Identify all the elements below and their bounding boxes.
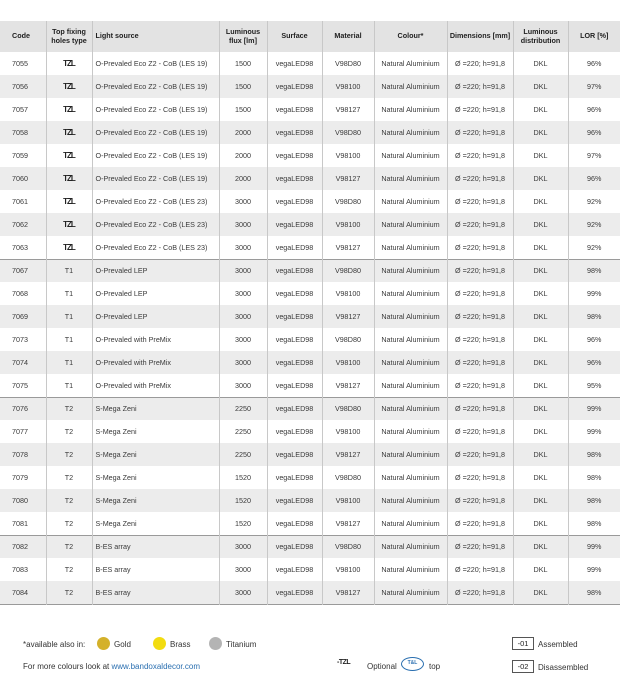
cell-lor: 99%: [568, 282, 620, 305]
footer: [0, 630, 620, 690]
cell-material: V98127: [322, 512, 374, 535]
cell-material: V98127: [322, 305, 374, 328]
cell-dimensions: Ø =220; h=91,8: [447, 558, 513, 581]
cell-surface: vegaLED98: [267, 466, 322, 489]
cell-luminous-distribution: DKL: [513, 351, 568, 374]
cell-luminous-flux: 3000: [219, 282, 267, 305]
brass-swatch: [153, 637, 166, 650]
brass-label: Brass: [170, 640, 191, 649]
cell-dimensions: Ø =220; h=91,8: [447, 305, 513, 328]
cell-surface: vegaLED98: [267, 374, 322, 397]
cell-colour: Natural Aluminium: [374, 144, 447, 167]
table-row: [0, 420, 620, 443]
cell-code: 7057: [12, 105, 28, 114]
cell-dimensions: Ø =220; h=91,8: [447, 75, 513, 98]
cell-material: V98100: [322, 351, 374, 374]
cell-dimensions: Ø =220; h=91,8: [447, 351, 513, 374]
cell-colour: Natural Aluminium: [374, 420, 447, 443]
table-row: [0, 374, 620, 397]
table-row: [0, 512, 620, 535]
cell-code: 7069: [0, 305, 46, 328]
cell-material: V98100: [322, 489, 374, 512]
website-link[interactable]: www.bandoxaldecor.com: [111, 662, 200, 671]
cell-surface: vegaLED98: [267, 167, 322, 190]
table-row: [0, 52, 620, 75]
cell-material: V98D80: [322, 328, 374, 351]
cell-luminous-flux: 1500: [219, 52, 267, 75]
cell-lor: 99%: [568, 420, 620, 443]
table-row: [0, 535, 620, 558]
cell-lor: 96%: [568, 52, 620, 75]
cell-fixing-holes: T2: [46, 420, 92, 443]
cell-fixing-holes: TZL: [46, 52, 92, 75]
more-colours-text: [23, 662, 200, 671]
cell-luminous-flux: 3000: [219, 236, 267, 259]
cell-surface: vegaLED98: [267, 144, 322, 167]
cell-surface: vegaLED98: [267, 259, 322, 282]
cell-luminous-distribution: DKL: [513, 581, 568, 604]
cell-material: V98D80: [322, 190, 374, 213]
table-row: [0, 466, 620, 489]
cell-luminous-flux: 2250: [219, 443, 267, 466]
cell-fixing-holes: TZL: [46, 121, 92, 144]
cell-surface: vegaLED98: [267, 443, 322, 466]
header-colour: Colour*: [374, 21, 447, 52]
table-row: [0, 213, 620, 236]
table-row: [0, 397, 620, 420]
cell-surface: vegaLED98: [267, 420, 322, 443]
header-material: Material: [322, 21, 374, 52]
cell-lor: 97%: [568, 75, 620, 98]
cell-light-source: O-Prevaled Eco Z2 - CoB (LES 19): [92, 144, 219, 167]
table-body: [0, 52, 620, 604]
cell-surface: vegaLED98: [267, 121, 322, 144]
cell-dimensions: Ø =220; h=91,8: [447, 282, 513, 305]
cell-colour: Natural Aluminium: [374, 259, 447, 282]
cell-colour: Natural Aluminium: [374, 282, 447, 305]
cell-material: V98D80: [322, 52, 374, 75]
cell-luminous-flux: 3000: [219, 305, 267, 328]
cell-fixing-holes: TZL: [46, 98, 92, 121]
cell-surface: vegaLED98: [267, 52, 322, 75]
cell-colour: Natural Aluminium: [374, 489, 447, 512]
cell-colour: Natural Aluminium: [374, 512, 447, 535]
cell-luminous-flux: 3000: [219, 558, 267, 581]
cell-code: 7076: [0, 397, 46, 420]
header-luminous-flux: Luminous flux [lm]: [219, 21, 267, 52]
table-row: [0, 282, 620, 305]
cell-colour: Natural Aluminium: [374, 75, 447, 98]
cell-light-source: O-Prevaled Eco Z2 - CoB (LES 23): [92, 190, 219, 213]
cell-luminous-flux: 2000: [219, 144, 267, 167]
cell-light-source: B-ES array: [92, 535, 219, 558]
cell-fixing-holes: T2: [46, 443, 92, 466]
cell-lor: 98%: [568, 305, 620, 328]
cell-colour: Natural Aluminium: [374, 236, 447, 259]
cell-colour: Natural Aluminium: [374, 443, 447, 466]
cell-light-source: O-Prevaled LEP: [92, 259, 219, 282]
cell-lor: 98%: [568, 512, 620, 535]
cell-fixing-holes: TZL: [46, 144, 92, 167]
cell-luminous-distribution: DKL: [513, 512, 568, 535]
cell-dimensions: Ø =220; h=91,8: [447, 489, 513, 512]
cell-surface: vegaLED98: [267, 581, 322, 604]
disassembled-code-box: -02: [512, 660, 534, 673]
cell-luminous-distribution: DKL: [513, 420, 568, 443]
cell-dimensions: Ø =220; h=91,8: [447, 328, 513, 351]
optional-label: Optional: [367, 662, 397, 671]
header-light-source: Light source: [92, 21, 219, 52]
cell-material: V98127: [322, 443, 374, 466]
cell-dimensions: Ø =220; h=91,8: [447, 190, 513, 213]
cell-luminous-distribution: DKL: [513, 259, 568, 282]
cell-fixing-holes: T2: [46, 558, 92, 581]
cell-luminous-distribution: DKL: [513, 190, 568, 213]
cell-luminous-flux: 3000: [219, 190, 267, 213]
table-row: [0, 144, 620, 167]
header-surface: Surface: [267, 21, 322, 52]
cell-dimensions: Ø =220; h=91,8: [447, 52, 513, 75]
cell-code: 7083: [12, 565, 28, 574]
cell-material: V98100: [322, 144, 374, 167]
cell-colour: Natural Aluminium: [374, 581, 447, 604]
cell-code: 7084: [0, 581, 46, 604]
cell-colour: Natural Aluminium: [374, 466, 447, 489]
header-lor: LOR [%]: [568, 21, 620, 52]
cell-lor: 99%: [568, 535, 620, 558]
tzl-fixing-icon: -TZL: [337, 659, 351, 666]
table-row: [0, 443, 620, 466]
cell-light-source: S-Mega Zeni: [92, 489, 219, 512]
cell-lor: 98%: [568, 443, 620, 466]
cell-material: V98127: [322, 236, 374, 259]
cell-colour: Natural Aluminium: [374, 351, 447, 374]
cell-light-source: O-Prevaled with PreMix: [92, 328, 219, 351]
cell-light-source: S-Mega Zeni: [92, 466, 219, 489]
cell-luminous-distribution: DKL: [513, 121, 568, 144]
cell-light-source: B-ES array: [92, 581, 219, 604]
cell-fixing-holes: T2: [46, 512, 92, 535]
cell-fixing-holes: TZL: [46, 167, 92, 190]
cell-colour: Natural Aluminium: [374, 213, 447, 236]
cell-surface: vegaLED98: [267, 512, 322, 535]
header-luminous-distribution: Luminous distribution: [513, 21, 568, 52]
cell-lor: 92%: [568, 213, 620, 236]
cell-light-source: O-Prevaled Eco Z2 - CoB (LES 19): [92, 121, 219, 144]
cell-dimensions: Ø =220; h=91,8: [447, 98, 513, 121]
cell-dimensions: Ø =220; h=91,8: [447, 121, 513, 144]
cell-luminous-flux: 3000: [219, 581, 267, 604]
table-row: [0, 305, 620, 328]
cell-lor: 96%: [568, 167, 620, 190]
cell-fixing-holes: T1: [46, 282, 92, 305]
cell-code: 7074: [0, 351, 46, 374]
cell-lor: 96%: [568, 98, 620, 121]
header-fixing-holes: Top fixing holes type: [46, 21, 92, 52]
cell-light-source: S-Mega Zeni: [92, 512, 219, 535]
cell-colour: Natural Aluminium: [374, 190, 447, 213]
cell-dimensions: Ø =220; h=91,8: [447, 259, 513, 282]
table-row: [0, 328, 620, 351]
cell-luminous-flux: 3000: [219, 328, 267, 351]
cell-code: 7056: [0, 75, 46, 98]
cell-luminous-distribution: DKL: [513, 397, 568, 420]
cell-fixing-holes: TZL: [46, 190, 92, 213]
table-row: [0, 558, 620, 581]
cell-surface: vegaLED98: [267, 305, 322, 328]
cell-luminous-distribution: DKL: [513, 144, 568, 167]
cell-material: V98100: [322, 558, 374, 581]
cell-luminous-distribution: DKL: [513, 98, 568, 121]
cell-luminous-distribution: DKL: [513, 558, 568, 581]
cell-surface: vegaLED98: [267, 489, 322, 512]
cell-dimensions: Ø =220; h=91,8: [447, 466, 513, 489]
header-code: Code: [0, 21, 46, 52]
cell-surface: vegaLED98: [267, 98, 322, 121]
cell-code: 7062: [0, 213, 46, 236]
cell-dimensions: Ø =220; h=91,8: [447, 236, 513, 259]
cell-dimensions: Ø =220; h=91,8: [447, 443, 513, 466]
cell-luminous-distribution: DKL: [513, 213, 568, 236]
cell-luminous-flux: 1500: [219, 75, 267, 98]
cell-code: 7078: [0, 443, 46, 466]
gold-label: Gold: [114, 640, 131, 649]
cell-lor: 96%: [568, 351, 620, 374]
cell-luminous-distribution: DKL: [513, 167, 568, 190]
cell-lor: 92%: [568, 236, 620, 259]
cell-fixing-holes: T1: [46, 259, 92, 282]
cell-dimensions: Ø =220; h=91,8: [447, 213, 513, 236]
cell-lor: 96%: [568, 328, 620, 351]
cell-colour: Natural Aluminium: [374, 558, 447, 581]
cell-material: V98127: [322, 581, 374, 604]
cell-material: V98127: [322, 98, 374, 121]
cell-fixing-holes: TZL: [46, 236, 92, 259]
cell-surface: vegaLED98: [267, 75, 322, 98]
cell-fixing-holes: T2: [46, 535, 92, 558]
table-header-row: [0, 21, 620, 52]
table-row: [0, 98, 620, 121]
cell-luminous-flux: 1520: [219, 466, 267, 489]
cell-material: V98D80: [322, 121, 374, 144]
cell-light-source: O-Prevaled Eco Z2 - CoB (LES 19): [92, 98, 219, 121]
cell-dimensions: Ø =220; h=91,8: [447, 167, 513, 190]
cell-surface: vegaLED98: [267, 282, 322, 305]
cell-fixing-holes: T1: [46, 305, 92, 328]
cell-luminous-flux: 3000: [219, 259, 267, 282]
titanium-label: Titanium: [226, 640, 257, 649]
table-row: [0, 351, 620, 374]
cell-code: 7081: [12, 518, 28, 528]
cell-colour: Natural Aluminium: [374, 167, 447, 190]
cell-dimensions: Ø =220; h=91,8: [447, 374, 513, 397]
table-row: [0, 489, 620, 512]
cell-light-source: O-Prevaled Eco Z2 - CoB (LES 23): [92, 236, 219, 259]
cell-luminous-flux: 2250: [219, 397, 267, 420]
cell-luminous-distribution: DKL: [513, 466, 568, 489]
cell-luminous-distribution: DKL: [513, 75, 568, 98]
cell-code: 7080: [0, 489, 46, 512]
cell-material: V98127: [322, 167, 374, 190]
cell-material: V98100: [322, 75, 374, 98]
cell-fixing-holes: T2: [46, 581, 92, 604]
cell-lor: 98%: [568, 489, 620, 512]
cell-material: V98100: [322, 420, 374, 443]
table-row: [0, 167, 620, 190]
cell-material: V98100: [322, 213, 374, 236]
cell-luminous-distribution: DKL: [513, 328, 568, 351]
cell-colour: Natural Aluminium: [374, 121, 447, 144]
cell-code: 7059: [12, 151, 28, 160]
cell-light-source: O-Prevaled LEP: [92, 282, 219, 305]
cell-luminous-flux: 1520: [219, 489, 267, 512]
cell-dimensions: Ø =220; h=91,8: [447, 420, 513, 443]
cell-dimensions: Ø =220; h=91,8: [447, 397, 513, 420]
cell-lor: 96%: [568, 121, 620, 144]
cell-material: V98D80: [322, 466, 374, 489]
table-row: [0, 259, 620, 282]
cell-colour: Natural Aluminium: [374, 305, 447, 328]
cell-luminous-flux: 2000: [219, 167, 267, 190]
cell-luminous-distribution: DKL: [513, 374, 568, 397]
titanium-swatch: [209, 637, 222, 650]
cell-fixing-holes: TZL: [46, 213, 92, 236]
cell-colour: Natural Aluminium: [374, 374, 447, 397]
cell-code: 7077: [12, 427, 28, 436]
cell-code: 7082: [0, 535, 46, 558]
cell-luminous-distribution: DKL: [513, 443, 568, 466]
cell-light-source: O-Prevaled LEP: [92, 305, 219, 328]
assembled-code-box: -01: [512, 637, 534, 650]
cell-code: 7063: [12, 242, 28, 252]
cell-luminous-flux: 2250: [219, 420, 267, 443]
cell-code: 7060: [0, 167, 46, 190]
cell-luminous-distribution: DKL: [513, 305, 568, 328]
table-row: [0, 581, 620, 604]
cell-surface: vegaLED98: [267, 236, 322, 259]
gold-swatch: [97, 637, 110, 650]
cell-dimensions: Ø =220; h=91,8: [447, 535, 513, 558]
cell-luminous-distribution: DKL: [513, 282, 568, 305]
cell-surface: vegaLED98: [267, 535, 322, 558]
cell-code: 7073: [12, 335, 28, 344]
cell-light-source: O-Prevaled Eco Z2 - CoB (LES 19): [92, 52, 219, 75]
table-row: [0, 121, 620, 144]
tl-logo-icon: T&L: [401, 657, 424, 671]
cell-lor: 99%: [568, 397, 620, 420]
cell-fixing-holes: TZL: [46, 75, 92, 98]
cell-colour: Natural Aluminium: [374, 535, 447, 558]
cell-surface: vegaLED98: [267, 558, 322, 581]
more-colours-label: For more colours look at: [23, 662, 112, 671]
cell-colour: Natural Aluminium: [374, 397, 447, 420]
cell-light-source: S-Mega Zeni: [92, 443, 219, 466]
cell-dimensions: Ø =220; h=91,8: [447, 512, 513, 535]
cell-lor: 97%: [568, 144, 620, 167]
cell-luminous-flux: 3000: [219, 351, 267, 374]
cell-code: 7061: [12, 197, 28, 206]
cell-fixing-holes: T1: [46, 351, 92, 374]
cell-fixing-holes: T1: [46, 328, 92, 351]
cell-fixing-holes: T2: [46, 489, 92, 512]
cell-colour: Natural Aluminium: [374, 98, 447, 121]
cell-luminous-flux: 3000: [219, 213, 267, 236]
header-dimensions: Dimensions [mm]: [447, 21, 513, 52]
cell-code: 7055: [12, 59, 28, 68]
cell-light-source: B-ES array: [92, 558, 219, 581]
cell-light-source: O-Prevaled Eco Z2 - CoB (LES 19): [92, 75, 219, 98]
cell-lor: 99%: [568, 558, 620, 581]
cell-colour: Natural Aluminium: [374, 328, 447, 351]
cell-lor: 92%: [568, 190, 620, 213]
cell-lor: 98%: [568, 259, 620, 282]
cell-code: 7075: [12, 380, 28, 390]
cell-light-source: S-Mega Zeni: [92, 420, 219, 443]
cell-luminous-distribution: DKL: [513, 489, 568, 512]
cell-luminous-flux: 2000: [219, 121, 267, 144]
cell-luminous-flux: 1500: [219, 98, 267, 121]
cell-light-source: S-Mega Zeni: [92, 397, 219, 420]
cell-luminous-distribution: DKL: [513, 52, 568, 75]
cell-fixing-holes: T2: [46, 397, 92, 420]
product-spec-table: [0, 21, 620, 605]
cell-lor: 98%: [568, 466, 620, 489]
cell-luminous-distribution: DKL: [513, 236, 568, 259]
cell-colour: Natural Aluminium: [374, 52, 447, 75]
cell-luminous-flux: 1520: [219, 512, 267, 535]
cell-dimensions: Ø =220; h=91,8: [447, 144, 513, 167]
cell-surface: vegaLED98: [267, 328, 322, 351]
cell-light-source: O-Prevaled with PreMix: [92, 351, 219, 374]
cell-light-source: O-Prevaled with PreMix: [92, 374, 219, 397]
cell-material: V98D80: [322, 535, 374, 558]
cell-surface: vegaLED98: [267, 351, 322, 374]
cell-luminous-flux: 3000: [219, 535, 267, 558]
cell-dimensions: Ø =220; h=91,8: [447, 581, 513, 604]
availability-note: *available also in:: [23, 640, 86, 649]
cell-code: 7067: [0, 259, 46, 282]
cell-surface: vegaLED98: [267, 397, 322, 420]
cell-code: 7068: [12, 289, 28, 298]
cell-light-source: O-Prevaled Eco Z2 - CoB (LES 23): [92, 213, 219, 236]
cell-fixing-holes: T1: [46, 374, 92, 397]
cell-code: 7079: [12, 473, 28, 482]
cell-material: V98D80: [322, 397, 374, 420]
cell-fixing-holes: T2: [46, 466, 92, 489]
cell-light-source: O-Prevaled Eco Z2 - CoB (LES 19): [92, 167, 219, 190]
cell-luminous-distribution: DKL: [513, 535, 568, 558]
cell-material: V98100: [322, 282, 374, 305]
assembled-label: Assembled: [538, 640, 578, 649]
cell-material: V98D80: [322, 259, 374, 282]
cell-lor: 98%: [568, 581, 620, 604]
table-row: [0, 190, 620, 213]
table-row: [0, 75, 620, 98]
cell-surface: vegaLED98: [267, 190, 322, 213]
table-row: [0, 236, 620, 259]
cell-material: V98127: [322, 374, 374, 397]
cell-lor: 95%: [568, 374, 620, 397]
cell-surface: vegaLED98: [267, 213, 322, 236]
disassembled-label: Disassembled: [538, 663, 589, 672]
top-label: top: [429, 662, 441, 671]
cell-luminous-flux: 3000: [219, 374, 267, 397]
cell-code: 7058: [0, 121, 46, 144]
